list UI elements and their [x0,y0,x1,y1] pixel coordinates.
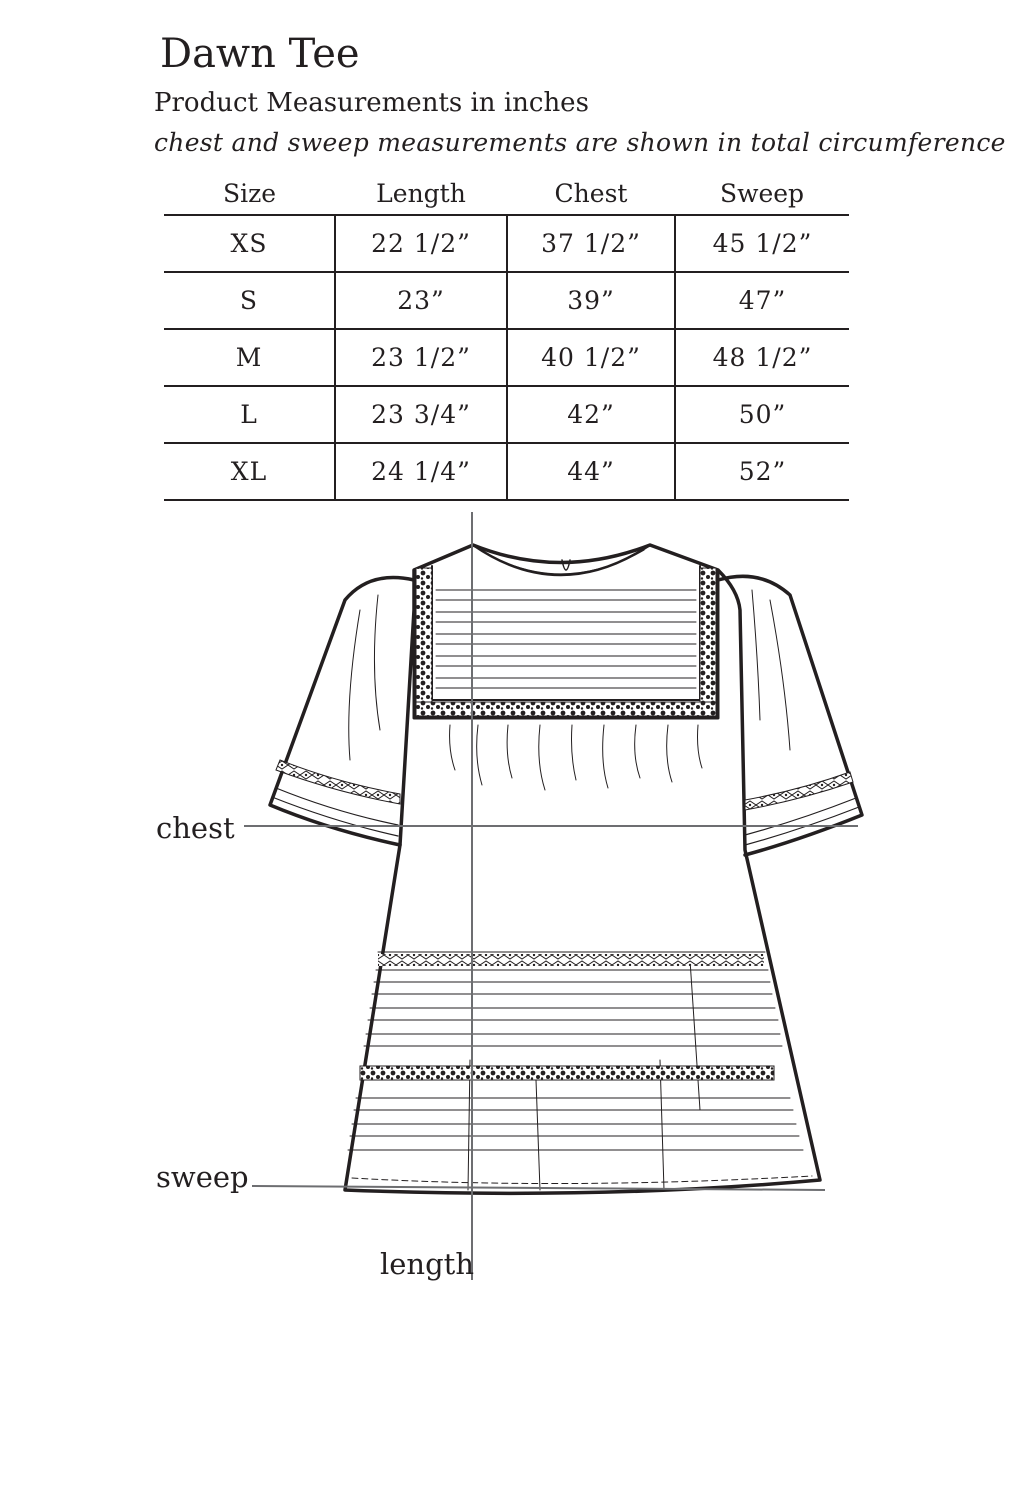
table-row [164,386,849,443]
cell-length: 23 3/4” [335,386,507,443]
cell-size: M [164,329,335,386]
cell-sweep: 52” [675,443,849,500]
header-chest: Chest [507,172,675,215]
cell-length: 22 1/2” [335,215,507,272]
yoke-trim-left [416,568,432,716]
cell-sweep: 50” [675,386,849,443]
size-table [164,172,849,501]
sweep-label: sweep [156,1160,249,1194]
cell-chest: 44” [507,443,675,500]
hem-lace-band [378,954,764,966]
table-row [164,329,849,386]
cell-length: 24 1/4” [335,443,507,500]
cell-length: 23 1/2” [335,329,507,386]
cell-size: XS [164,215,335,272]
header-sweep: Sweep [675,172,849,215]
table-row [164,443,849,500]
cell-chest: 40 1/2” [507,329,675,386]
yoke-trim-right [700,568,716,716]
table-row [164,272,849,329]
cell-length: 23” [335,272,507,329]
cell-chest: 37 1/2” [507,215,675,272]
table-row [164,215,849,272]
cell-size: S [164,272,335,329]
cell-chest: 42” [507,386,675,443]
garment-sketch [0,500,1024,1300]
cell-chest: 39” [507,272,675,329]
page-subtitle: Product Measurements in inches [154,88,589,118]
chest-label: chest [156,811,235,845]
measurement-note: chest and sweep measurements are shown in total circumference [154,128,1006,157]
cell-sweep: 47” [675,272,849,329]
header-size: Size [164,172,335,215]
cell-sweep: 48 1/2” [675,329,849,386]
right-sleeve-lace [745,772,853,810]
cell-sweep: 45 1/2” [675,215,849,272]
page-title: Dawn Tee [160,31,360,77]
table-header-row [164,172,849,215]
hem-floral-band [360,1066,774,1080]
yoke-trim-bottom [416,702,716,716]
cell-size: L [164,386,335,443]
length-label: length [380,1247,475,1281]
left-sleeve-lace [276,760,400,804]
header-length: Length [335,172,507,215]
cell-size: XL [164,443,335,500]
